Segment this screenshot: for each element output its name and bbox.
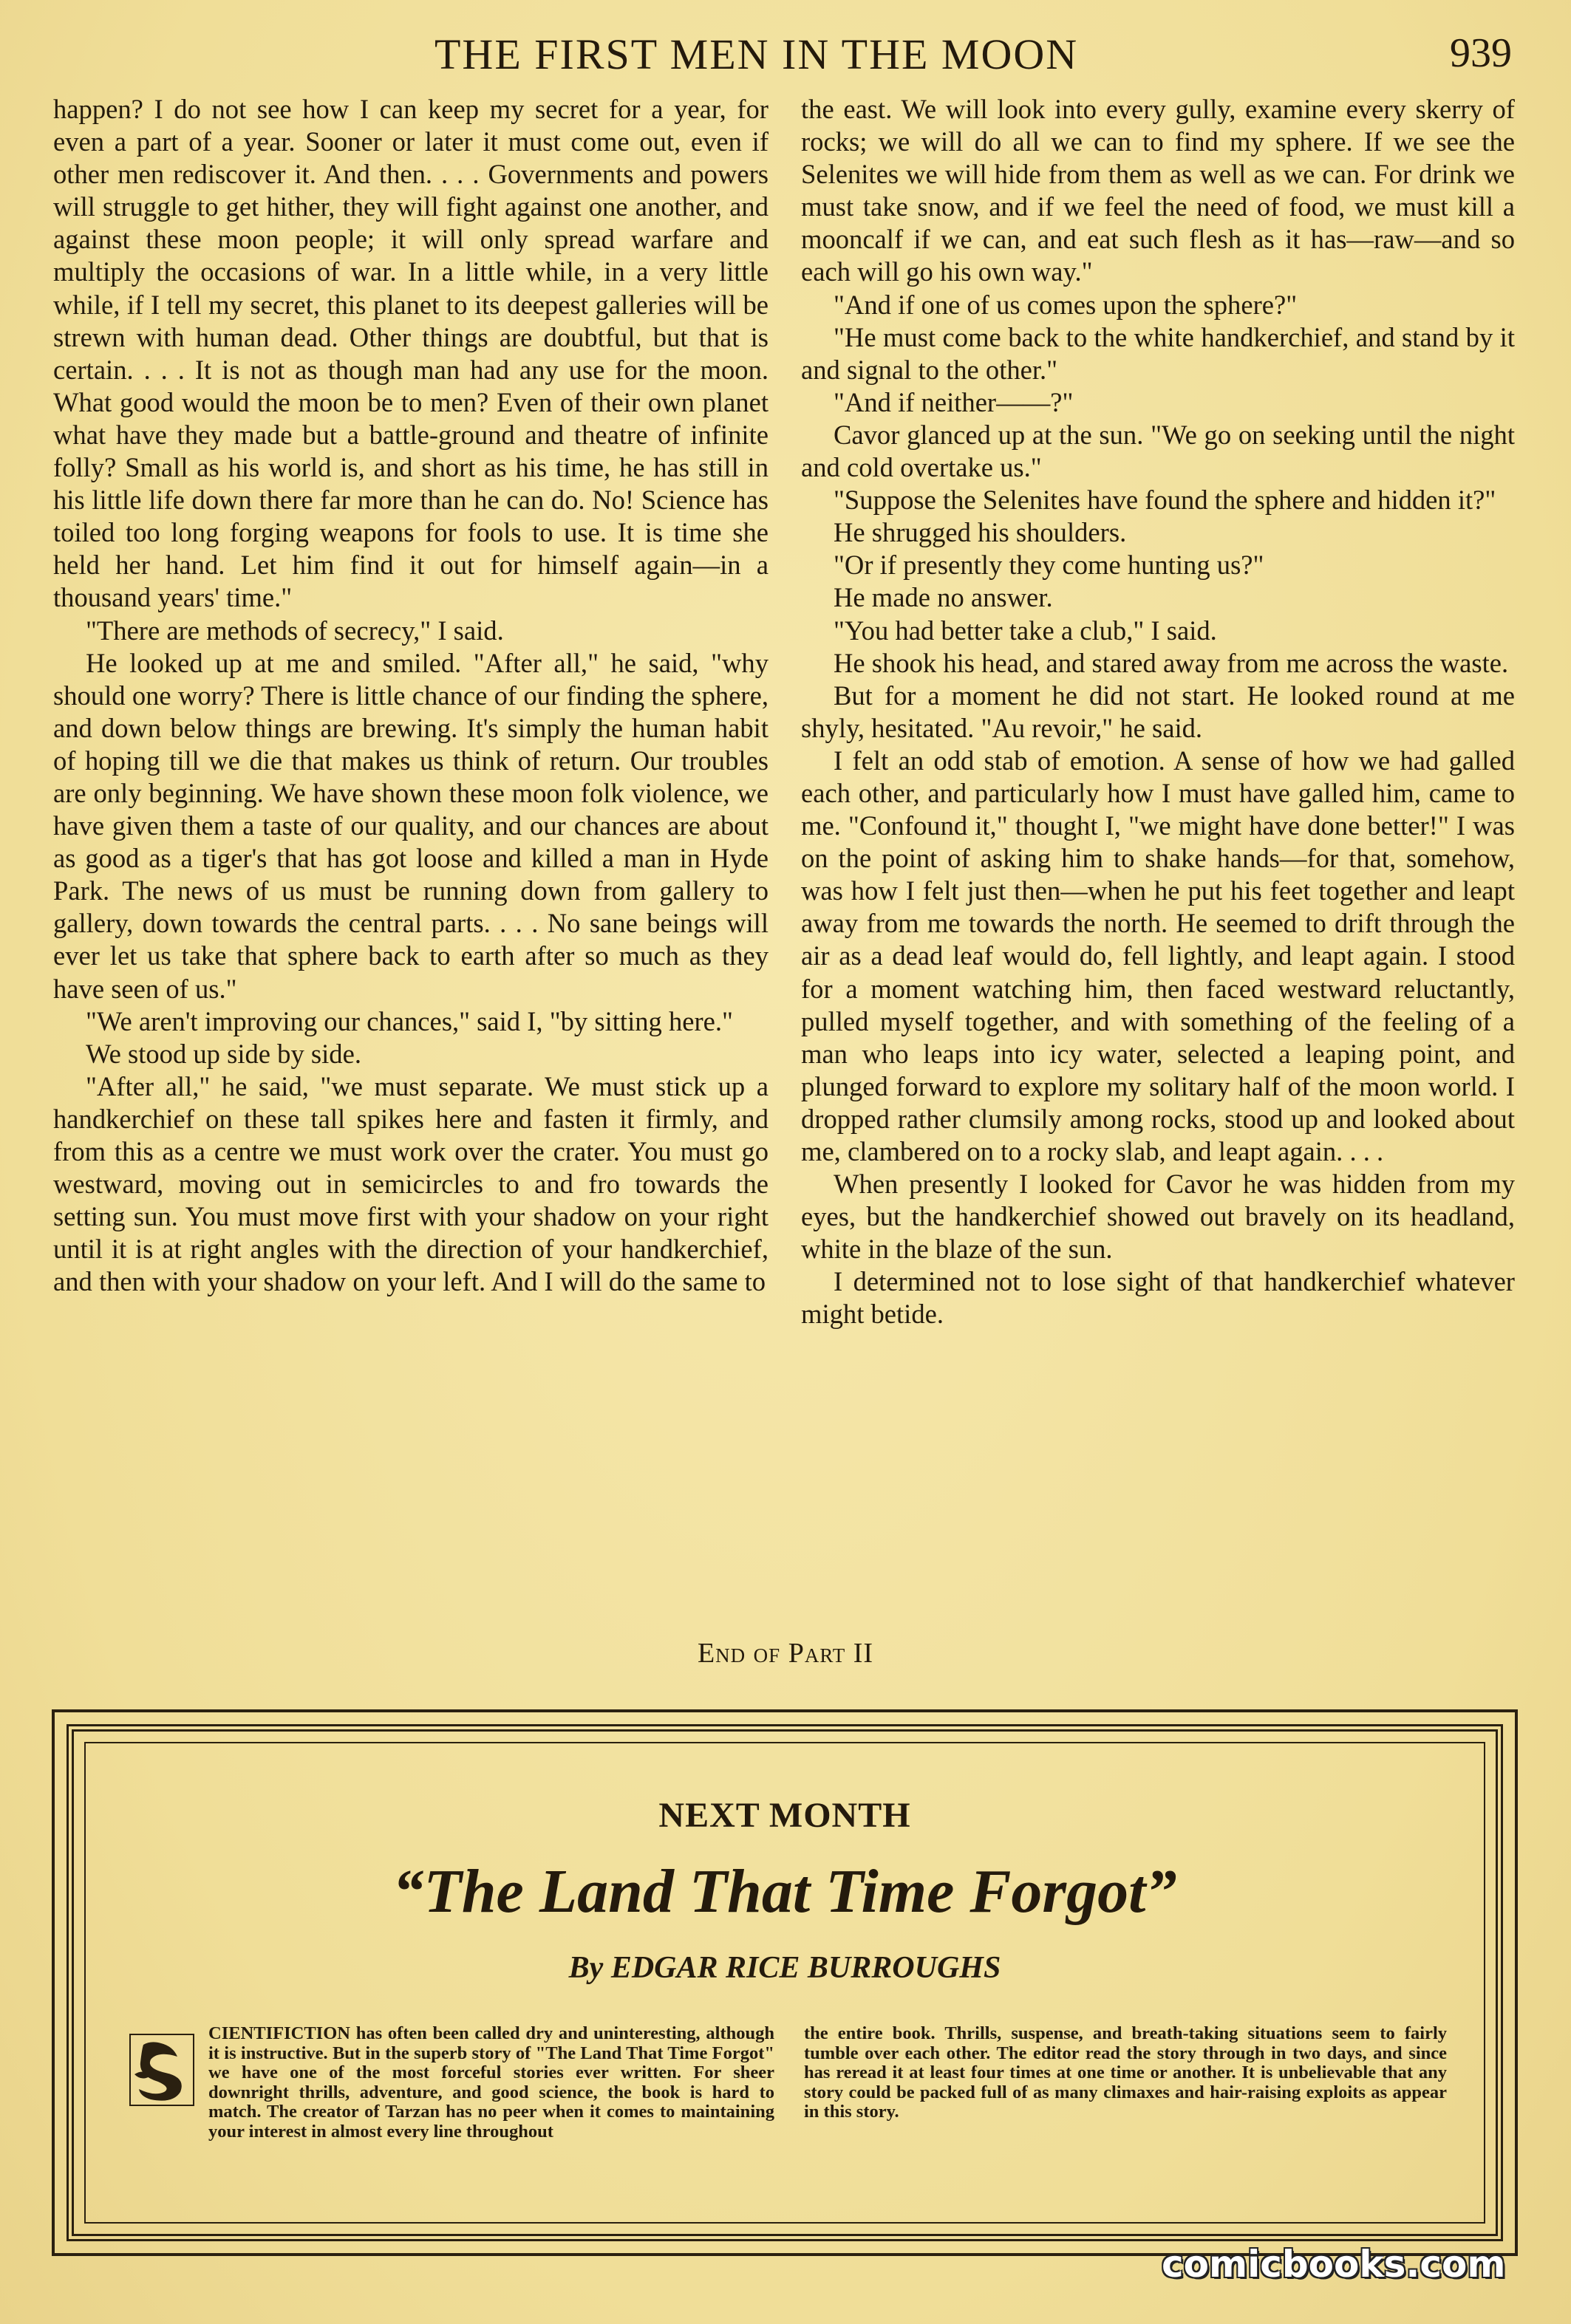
- ad-blurb-text: CIENTIFICTION has often been called dry and uninteresting, although it is instructive. But in the superb story of "The Land That Time Forgot" we have one of the most forceful stories ever written. For sheer downright thrills, adventure, and good science, the book is hard to match. The creator of Tarzan has no peer when it comes to maintaining your interest in almost every line throughout: [208, 2023, 774, 2142]
- paragraph: He looked up at me and smiled. "After all," he said, "why should one worry? There is little chance of our finding the sphere, and down below things are brewing. It's simply the human habit of hoping till we die that makes us think of return. Our troubles are only beginning. We have shown these moon folk violence, we have given them a taste of our quality, and our chances are about as good as a tiger's that has got loose and killed a man in Hyde Park. The news of us must be running down from gallery to gallery, down towards the central parts. . . . No sane beings will ever let us take that sphere back to earth after so much as they have seen of us.": [53, 647, 769, 1004]
- paragraph: "Or if presently they come hunting us?": [834, 550, 1264, 581]
- running-title: THE FIRST MEN IN THE MOON: [435, 30, 1079, 78]
- ad-heading: NEXT MONTH: [658, 1796, 911, 1835]
- paragraph: He shrugged his shoulders.: [834, 517, 1127, 548]
- running-head: [0, 22, 1571, 89]
- paragraph: "He must come back to the white handkerchief, and stand by it and signal to the other.": [801, 321, 1515, 385]
- ad-byline: By EDGAR RICE BURROUGHS: [568, 1951, 1001, 1985]
- end-of-part-marker: End of Part II: [697, 1638, 874, 1669]
- paragraph: We stood up side by side.: [86, 1038, 361, 1069]
- paragraph: happen? I do not see how I can keep my secret for a year, for even a part of a year. Sooner or later it must come out, even if other men rediscover it. And then. . . . Governments and powers will struggle to get hither, they will fight against one another, and against these moon people; it will only spread warfare and multiply the occasions of war. In a little while, in a very little while, if I tell my secret, this planet to its deepest galleries will be strewn with human dead. Other things are doubtful, but that is certain. . . . It is not as though man had any use for the moon. What good would the moon be to men? Even of their own planet what have they made but a battle-ground and theatre of infinite folly? Small as his world is, and short as his time, he has still in his little life down there far more than he can do. No! Science has toiled too long forging weapons for fools to use. It is time she held her hand. Let him find it out for himself again—in a thousand years' time.": [53, 94, 769, 613]
- ad-blurb-right: the entire book. Thrills, suspense, and breath-taking situations seem to fairly tumble over each other. The editor read the story through in two days, and since has reread it at least four times at one time or another. It is unbelievable that any story could be packed full of as many climaxes and hair-raising exploits as appear in this story.: [804, 2023, 1447, 2122]
- ad-blurb-left: [142, 2024, 774, 2142]
- paragraph: "Suppose the Selenites have found the sphere and hidden it?": [834, 485, 1496, 516]
- paragraph: "And if one of us comes upon the sphere?": [834, 289, 1298, 320]
- paragraph: "There are methods of secrecy," I said.: [86, 615, 504, 646]
- paragraph: "And if neither——?": [834, 386, 1074, 417]
- right-column: [801, 93, 1515, 1331]
- left-column: [53, 93, 769, 1298]
- paragraph: the east. We will look into every gully, examine every skerry of rocks; we will do all we can to find my sphere. If we see the Selenites we will hide from them as well as we can. For drink we must take snow, and if we feel the need of food, we must kill a mooncalf if we can, and eat such flesh as it has—raw—and so each will go his own way.": [801, 94, 1515, 287]
- watermark: comicbooks.com: [1162, 2243, 1506, 2286]
- paragraph: "After all," he said, "we must separate. We must stick up a handkerchief on these tall spikes here and fasten it firmly, and from this as a centre we must work over the crater. You must go westward, moving out in semicircles to and fro towards the setting sun. You must move first with your shadow on your right until it is at right angles with the direction of your handkerchief, and then with your shadow on your left. And I will do the same to: [53, 1070, 769, 1297]
- ad-story-title: “The Land That Time Forgot”: [392, 1857, 1177, 1926]
- paragraph: He shook his head, and stared away from me across the waste.: [834, 647, 1509, 678]
- paragraph: When presently I looked for Cavor he was hidden from my eyes, but the handkerchief showed out bravely on its headland, white in the blaze of the sun.: [801, 1169, 1515, 1265]
- paragraph: I felt an odd stab of emotion. A sense of how we had galled each other, and particularly how I must have galled him, came to me. "Confound it," thought I, "we might have done better!" I was on the point of asking him to shake hands—for that, somehow, was how I felt just then—when he put his feet together and leapt away from me towards the north. He seemed to drift through the air as a dead leaf would do, fell lightly, and leapt again. I stood for a moment watching him, then faced westward reluctantly, pulled myself together, and with something of the feeling of a man who leaps into icy water, selected a leaping point, and plunged forward to explore my solitary half of the moon world. I dropped rather clumsily among rocks, stood up and looked about me, clambered on to a rocky slab, and leapt again. . . .: [801, 745, 1515, 1166]
- paragraph: "You had better take a club," I said.: [834, 615, 1217, 646]
- paragraph: Cavor glanced up at the sun. "We go on seeking until the night and cold overtake us.": [801, 419, 1515, 483]
- paragraph: "We aren't improving our chances," said I, "by sitting here.": [86, 1005, 733, 1036]
- paragraph: I determined not to lose sight of that handkerchief whatever might betide.: [801, 1266, 1515, 1330]
- paragraph: He made no answer.: [834, 582, 1053, 613]
- paragraph: But for a moment he did not start. He looked round at me shyly, hesitated. "Au revoir," he said.: [801, 680, 1515, 743]
- page-number: 939: [1450, 30, 1512, 76]
- next-month-advertisement: [52, 1709, 1518, 2256]
